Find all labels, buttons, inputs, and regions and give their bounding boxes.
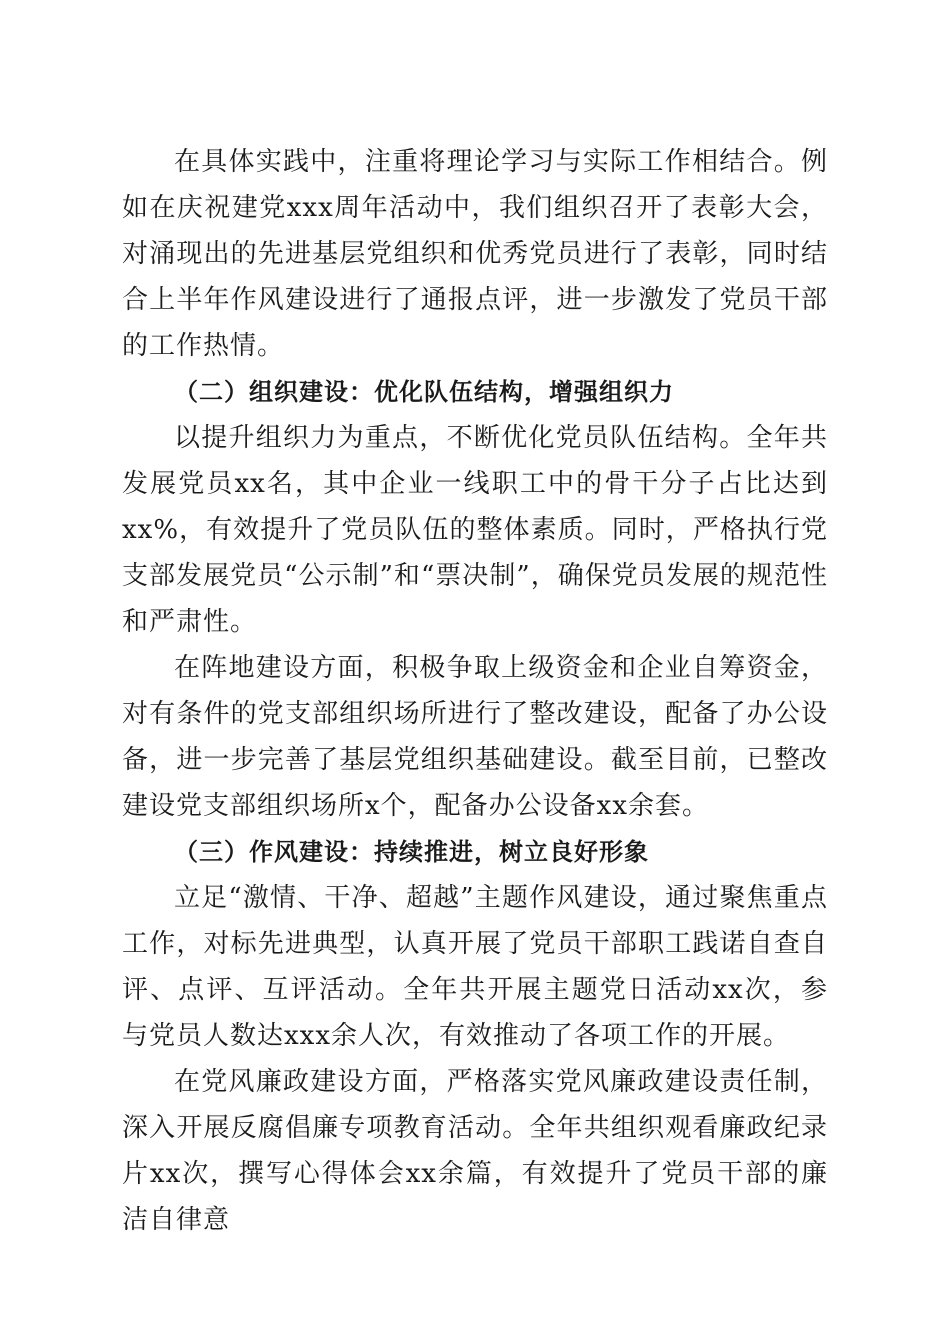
paragraph-integrity: 在党风廉政建设方面，严格落实党风廉政建设责任制，深入开展反腐倡廉专项教育活动。全年共组织观看廉政纪录片xx次，撰写心得体会xx余篇，有效提升了党员干部的廉洁自律意 [122, 1067, 828, 1235]
section-heading-organization: （二）组织建设：优化队伍结构，增强组织力 [174, 377, 674, 406]
section-heading-work-style: （三）作风建设：持续推进，树立良好形象 [174, 837, 649, 866]
paragraph-facilities: 在阵地建设方面，积极争取上级资金和企业自筹资金，对有条件的党支部组织场所进行了整改建设，配备了办公设备，进一步完善了基层党组织基础建设。截至目前，已整改建设党支部组织场所x个，配备办公设备xx余套。 [122, 653, 828, 821]
paragraph-work-style: 立足“激情、干净、超越”主题作风建设，通过聚焦重点工作，对标先进典型，认真开展了党员干部职工践诺自查自评、点评、互评活动。全年共开展主题党日活动xx次，参与党员人数达xxx余人次，有效推动了各项工作的开展。 [122, 883, 828, 1051]
paragraph-practice: 在具体实践中，注重将理论学习与实际工作相结合。例如在庆祝建党xxx周年活动中，我们组织召开了表彰大会，对涌现出的先进基层党组织和优秀党员进行了表彰，同时结合上半年作风建设进行了通报点评，进一步激发了党员干部的工作热情。 [122, 147, 828, 361]
paragraph-organization: 以提升组织力为重点，不断优化党员队伍结构。全年共发展党员xx名，其中企业一线职工中的骨干分子占比达到xx%，有效提升了党员队伍的整体素质。同时，严格执行党支部发展党员“公示制”和“票决制”，确保党员发展的规范性和严肃性。 [122, 423, 828, 637]
document-body [122, 139, 828, 1243]
